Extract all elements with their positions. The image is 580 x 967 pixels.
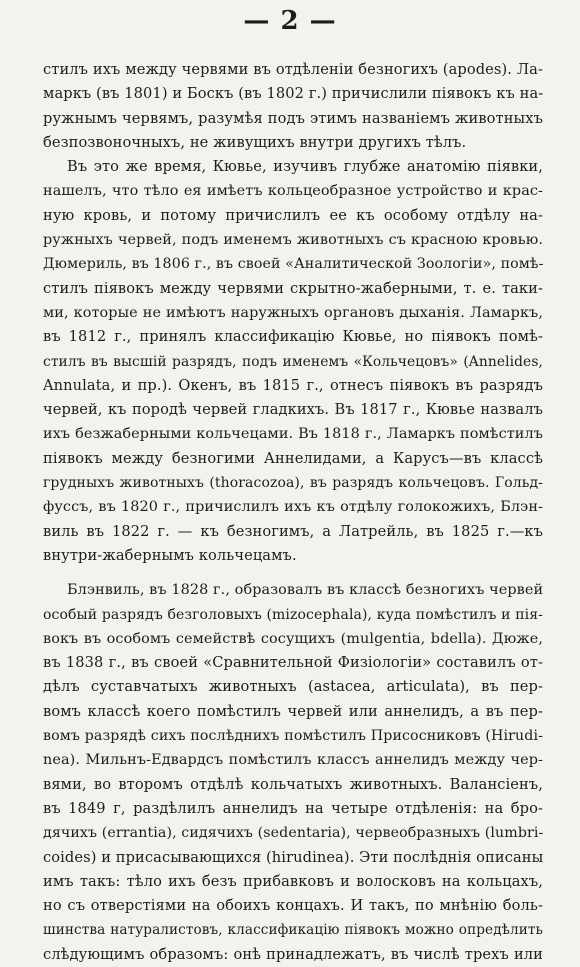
- text-line: стилъ въ высшій разрядъ, подъ именемъ «Кольчецовъ» (Annelides,: [43, 353, 543, 370]
- text-line: имъ такъ: тѣло ихъ безъ прибавковъ и волосковъ на кольцахъ,: [43, 872, 543, 890]
- text-line: вокъ въ особомъ семействѣ сосущихъ (mulgentia, bdella). Дюже,: [43, 630, 543, 647]
- text-line: но съ отверстіями на обоихъ концахъ. И такъ, по мнѣнію боль-: [43, 897, 543, 915]
- paragraph-1: [43, 58, 543, 155]
- text-line: стилъ ихъ между червями въ отдѣленіи безногихъ (apodes). Ла-: [43, 61, 543, 78]
- text-line: особый разрядъ безголовыхъ (mizocephala), куда помѣстилъ и пія-: [43, 606, 543, 623]
- text-line: виль въ 1822 г. — къ безногимъ, а Латрейль, въ 1825 г.—къ: [43, 522, 543, 540]
- text-line: ихъ безжаберными кольчецами. Въ 1818 г., Ламаркъ помѣстилъ: [43, 426, 543, 443]
- paragraph-2: [43, 155, 543, 568]
- text-line: маркъ (въ 1801) и Боскъ (въ 1802 г.) причислили піявокъ къ на-: [43, 85, 543, 103]
- text-line: стилъ піявокъ между червями скрытно-жаберными, т. е. таки-: [43, 279, 543, 297]
- text-line: червей, къ породѣ червей гладкихъ. Въ 1817 г., Кювье назвалъ: [43, 401, 543, 419]
- text-line: піявокъ между безногими Аннелидами, а Карусъ—въ классѣ: [43, 449, 543, 467]
- text-line: Annulata, и пр.). Окенъ, въ 1815 г., отнесъ піявокъ въ разрядъ: [43, 376, 543, 394]
- text-line: грудныхъ животныхъ (thoracozoa), въ разрядъ кольчецовъ. Гольд-: [43, 475, 543, 492]
- text-line: фуссъ, въ 1820 г., причислилъ ихъ къ отдѣлу голокожихъ, Блэн-: [43, 499, 543, 516]
- text-line: coides) и присасывающихся (hirudinea). Эти послѣднія описаны: [43, 848, 543, 866]
- text-line: дѣлъ суставчатыхъ животныхъ (astacea, articulata), въ пер-: [43, 678, 543, 696]
- text-line: вомъ классѣ коего помѣстилъ червей или аннелидъ, а въ пер-: [43, 702, 543, 720]
- text-line: nea). Мильнъ-Едвардсъ помѣстилъ классъ аннелидъ между чер-: [43, 752, 543, 769]
- body-text: [43, 58, 543, 967]
- text-line: безпозвоночныхъ, не живущихъ внутри другихъ тѣлъ.: [43, 133, 467, 151]
- text-line: вями, во второмъ отдѣлѣ кольчатыхъ животныхъ. Валансіенъ,: [43, 775, 543, 793]
- text-line: въ 1812 г., принялъ классификацію Кювье, но піявокъ помѣ-: [43, 328, 543, 346]
- page-number: — 2 —: [243, 6, 337, 36]
- text-line: шинства натуралистовъ, классификацію піявокъ можно опредѣлить: [43, 922, 543, 939]
- text-line: Блэнвиль, въ 1828 г., образовалъ въ классѣ безногихъ червей: [67, 582, 543, 599]
- paragraph-3: [43, 578, 543, 967]
- text-line: въ 1838 г., въ своей «Сравнительной Физіологіи» составилъ от-: [43, 654, 543, 672]
- text-line: внутри-жабернымъ кольчецамъ.: [43, 546, 297, 564]
- text-line: слѣдующимъ образомъ: онѣ принадлежатъ, въ числѣ трехъ или: [43, 945, 543, 963]
- text-line: Въ это же время, Кювье, изучивъ глубже анатомію піявки,: [67, 158, 543, 176]
- text-line: вомъ разрядѣ сихъ послѣднихъ помѣстилъ Присосниковъ (Hirudi-: [43, 728, 543, 745]
- text-line: Дюмериль, въ 1806 г., въ своей «Аналитической Зоологіи», помѣ-: [43, 256, 543, 273]
- text-line: ми, которые не имѣютъ наружныхъ органовъ дыханія. Ламаркъ,: [43, 304, 543, 321]
- text-line: ружныхъ червей, подъ именемъ животныхъ съ красною кровью.: [43, 232, 543, 249]
- text-line: въ 1849 г, раздѣлилъ аннелидъ на четыре отдѣленія: на бро-: [43, 799, 543, 817]
- text-line: ную кровь, и потому причислилъ ее къ особому отдѣлу на-: [43, 206, 543, 224]
- text-line: ружнымъ червямъ, разумѣя подъ этимъ названіемъ животныхъ: [43, 109, 543, 127]
- text-line: дячихъ (errantia), сидячихъ (sedentaria), червеобразныхъ (lumbri-: [43, 825, 543, 842]
- text-line: нашелъ, что тѣло ея имѣетъ кольцеобразное устройство и крас-: [43, 183, 543, 200]
- paragraph-spacer: [43, 568, 543, 578]
